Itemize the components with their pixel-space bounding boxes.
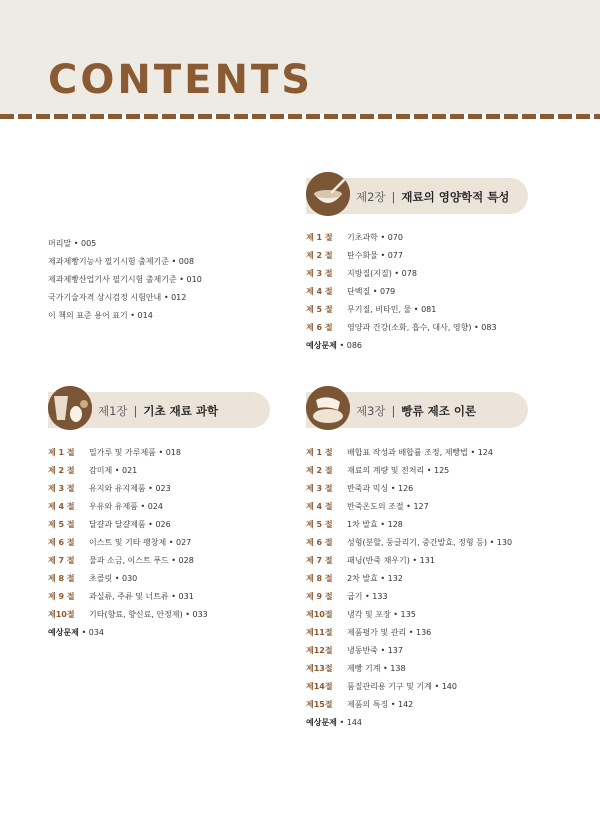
section-title: 제빵 기계 • 138: [347, 664, 406, 673]
chapter-3-header[interactable]: [306, 392, 528, 428]
exam-row[interactable]: [306, 340, 497, 358]
section-number: 제11절: [306, 628, 333, 637]
section-row[interactable]: [48, 483, 208, 501]
section-number: 제 2 절: [306, 251, 333, 260]
section-row[interactable]: [306, 663, 512, 681]
section-number: 제 1 절: [306, 448, 333, 457]
section-number: 제 9 절: [48, 592, 75, 601]
chapter-2-label: [356, 189, 509, 205]
section-row[interactable]: [306, 645, 512, 663]
section-row[interactable]: [306, 537, 512, 555]
exam-label: 예상문제: [48, 628, 79, 637]
section-row[interactable]: [306, 250, 497, 268]
section-title: 유지와 유지제품 • 023: [89, 484, 171, 493]
section-title: 배합표 작성과 배합률 조정, 제빵법 • 124: [347, 448, 493, 457]
section-number: 제15절: [306, 700, 333, 709]
section-number: 제 6 절: [306, 538, 333, 547]
section-number: 제14절: [306, 682, 333, 691]
section-number: 제 8 절: [306, 574, 333, 583]
section-number: 제 3 절: [48, 484, 75, 493]
page-title: CONTENTS: [48, 57, 314, 103]
section-title: 과실류, 주류 및 너트류 • 031: [89, 592, 194, 601]
dashed-divider: [0, 114, 600, 119]
chapter-title: 빵류 제조 이론: [401, 404, 477, 418]
section-title: 품질관리용 기구 및 기계 • 140: [347, 682, 457, 691]
chapter-2-toc: [306, 232, 497, 358]
section-row[interactable]: [306, 501, 512, 519]
section-title: 냉동반죽 • 137: [347, 646, 403, 655]
exam-label: 예상문제: [306, 718, 337, 727]
section-number: 제 7 절: [48, 556, 75, 565]
section-title: 탄수화물 • 077: [347, 251, 403, 260]
section-number: 제 4 절: [306, 502, 333, 511]
dough-kneading-icon: [306, 386, 350, 430]
section-title: 무기질, 비타민, 물 • 081: [347, 305, 437, 314]
section-row[interactable]: [306, 609, 512, 627]
section-row[interactable]: [48, 609, 208, 627]
section-title: 굽기 • 133: [347, 592, 388, 601]
section-row[interactable]: [48, 573, 208, 591]
section-row[interactable]: [306, 465, 512, 483]
section-title: 2차 발효 • 132: [347, 574, 403, 583]
section-number: 제13절: [306, 664, 333, 673]
section-title: 반죽과 믹싱 • 126: [347, 484, 414, 493]
section-row[interactable]: [306, 268, 497, 286]
intro-item[interactable]: 머리말 • 005: [48, 239, 97, 248]
exam-page: • 144: [336, 718, 362, 727]
chapter-separator: |: [133, 404, 138, 418]
section-row[interactable]: [306, 699, 512, 717]
section-title: 반죽온도의 조절 • 127: [347, 502, 429, 511]
section-row[interactable]: [306, 681, 512, 699]
section-row[interactable]: [48, 537, 208, 555]
section-number: 제 1 절: [306, 233, 333, 242]
section-number: 제 4 절: [48, 502, 75, 511]
section-title: 기초과학 • 070: [347, 233, 403, 242]
chapter-2-header[interactable]: [306, 178, 528, 214]
section-number: 제12절: [306, 646, 333, 655]
section-number: 제 9 절: [306, 592, 333, 601]
section-row[interactable]: [306, 627, 512, 645]
section-row[interactable]: [306, 286, 497, 304]
chapter-number: 제3장: [356, 404, 386, 418]
baking-ingredients-icon: [48, 386, 92, 430]
section-row[interactable]: [48, 465, 208, 483]
section-title: 우유와 유제품 • 024: [89, 502, 163, 511]
section-row[interactable]: [306, 483, 512, 501]
section-row[interactable]: [48, 555, 208, 573]
section-row[interactable]: [306, 591, 512, 609]
exam-row[interactable]: [48, 627, 208, 645]
section-number: 제 5 절: [306, 305, 333, 314]
exam-page: • 034: [78, 628, 104, 637]
section-title: 1차 발효 • 128: [347, 520, 403, 529]
section-row[interactable]: [306, 447, 512, 465]
section-title: 패닝(반죽 채우기) • 131: [347, 556, 435, 565]
section-row[interactable]: [48, 519, 208, 537]
section-title: 감미제 • 021: [89, 466, 138, 475]
section-number: 제 6 절: [48, 538, 75, 547]
section-row[interactable]: [48, 501, 208, 519]
section-row[interactable]: [306, 304, 497, 322]
chapter-1-label: [98, 403, 218, 419]
section-row[interactable]: [306, 232, 497, 250]
chapter-number: 제1장: [98, 404, 128, 418]
section-title: 영양과 건강(소화, 흡수, 대사, 영향) • 083: [347, 323, 497, 332]
chapter-separator: |: [391, 190, 396, 204]
section-title: 기타(향료, 향신료, 안정제) • 033: [89, 610, 208, 619]
section-title: 달걀과 달걀제품 • 026: [89, 520, 171, 529]
intro-item[interactable]: 국가기술자격 상시검정 시험안내 • 012: [48, 293, 187, 302]
chapter-separator: |: [391, 404, 396, 418]
section-title: 물과 소금, 이스트 푸드 • 028: [89, 556, 194, 565]
section-title: 밀가루 및 가루제품 • 018: [89, 448, 181, 457]
section-number: 제10절: [48, 610, 75, 619]
intro-item[interactable]: 제과제빵산업기사 필기시험 출제기준 • 010: [48, 275, 202, 284]
chapter-title: 재료의 영양학적 특성: [401, 190, 510, 204]
section-number: 제 4 절: [306, 287, 333, 296]
chapter-3-toc: [306, 447, 512, 735]
section-title: 제품의 특징 • 142: [347, 700, 414, 709]
chapter-1-header[interactable]: [48, 392, 270, 428]
section-number: 제 5 절: [306, 520, 333, 529]
intro-list: [48, 238, 202, 328]
section-row[interactable]: [48, 447, 208, 465]
section-title: 이스트 및 기타 팽창제 • 027: [89, 538, 192, 547]
section-title: 제품평가 및 관리 • 136: [347, 628, 432, 637]
chapter-3-label: [356, 403, 476, 419]
section-number: 제 3 절: [306, 484, 333, 493]
section-title: 냉각 및 포장 • 135: [347, 610, 416, 619]
intro-item[interactable]: 이 책의 표준 용어 표기 • 014: [48, 311, 153, 320]
section-row[interactable]: [306, 322, 497, 340]
section-title: 재료의 계량 및 전처리 • 125: [347, 466, 450, 475]
exam-label: 예상문제: [306, 341, 337, 350]
intro-item[interactable]: 제과제빵기능사 필기시험 출제기준 • 008: [48, 257, 195, 266]
exam-row[interactable]: [306, 717, 512, 735]
section-number: 제 2 절: [306, 466, 333, 475]
chapter-number: 제2장: [356, 190, 386, 204]
section-row[interactable]: [48, 591, 208, 609]
section-title: 초콜릿 • 030: [89, 574, 138, 583]
section-number: 제 7 절: [306, 556, 333, 565]
exam-page: • 086: [336, 341, 362, 350]
section-title: 성형(분할, 둥글리기, 중간발효, 정형 등) • 130: [347, 538, 513, 547]
chapter-title: 기초 재료 과학: [143, 404, 219, 418]
section-number: 제10절: [306, 610, 333, 619]
section-number: 제 8 절: [48, 574, 75, 583]
section-row[interactable]: [306, 555, 512, 573]
section-row[interactable]: [306, 519, 512, 537]
section-number: 제 5 절: [48, 520, 75, 529]
section-row[interactable]: [306, 573, 512, 591]
section-number: 제 1 절: [48, 448, 75, 457]
section-number: 제 2 절: [48, 466, 75, 475]
section-title: 지방질(지질) • 078: [347, 269, 417, 278]
section-number: 제 3 절: [306, 269, 333, 278]
mixing-bowl-icon: [306, 172, 350, 216]
chapter-1-toc: [48, 447, 208, 645]
section-number: 제 6 절: [306, 323, 333, 332]
section-title: 단백질 • 079: [347, 287, 396, 296]
